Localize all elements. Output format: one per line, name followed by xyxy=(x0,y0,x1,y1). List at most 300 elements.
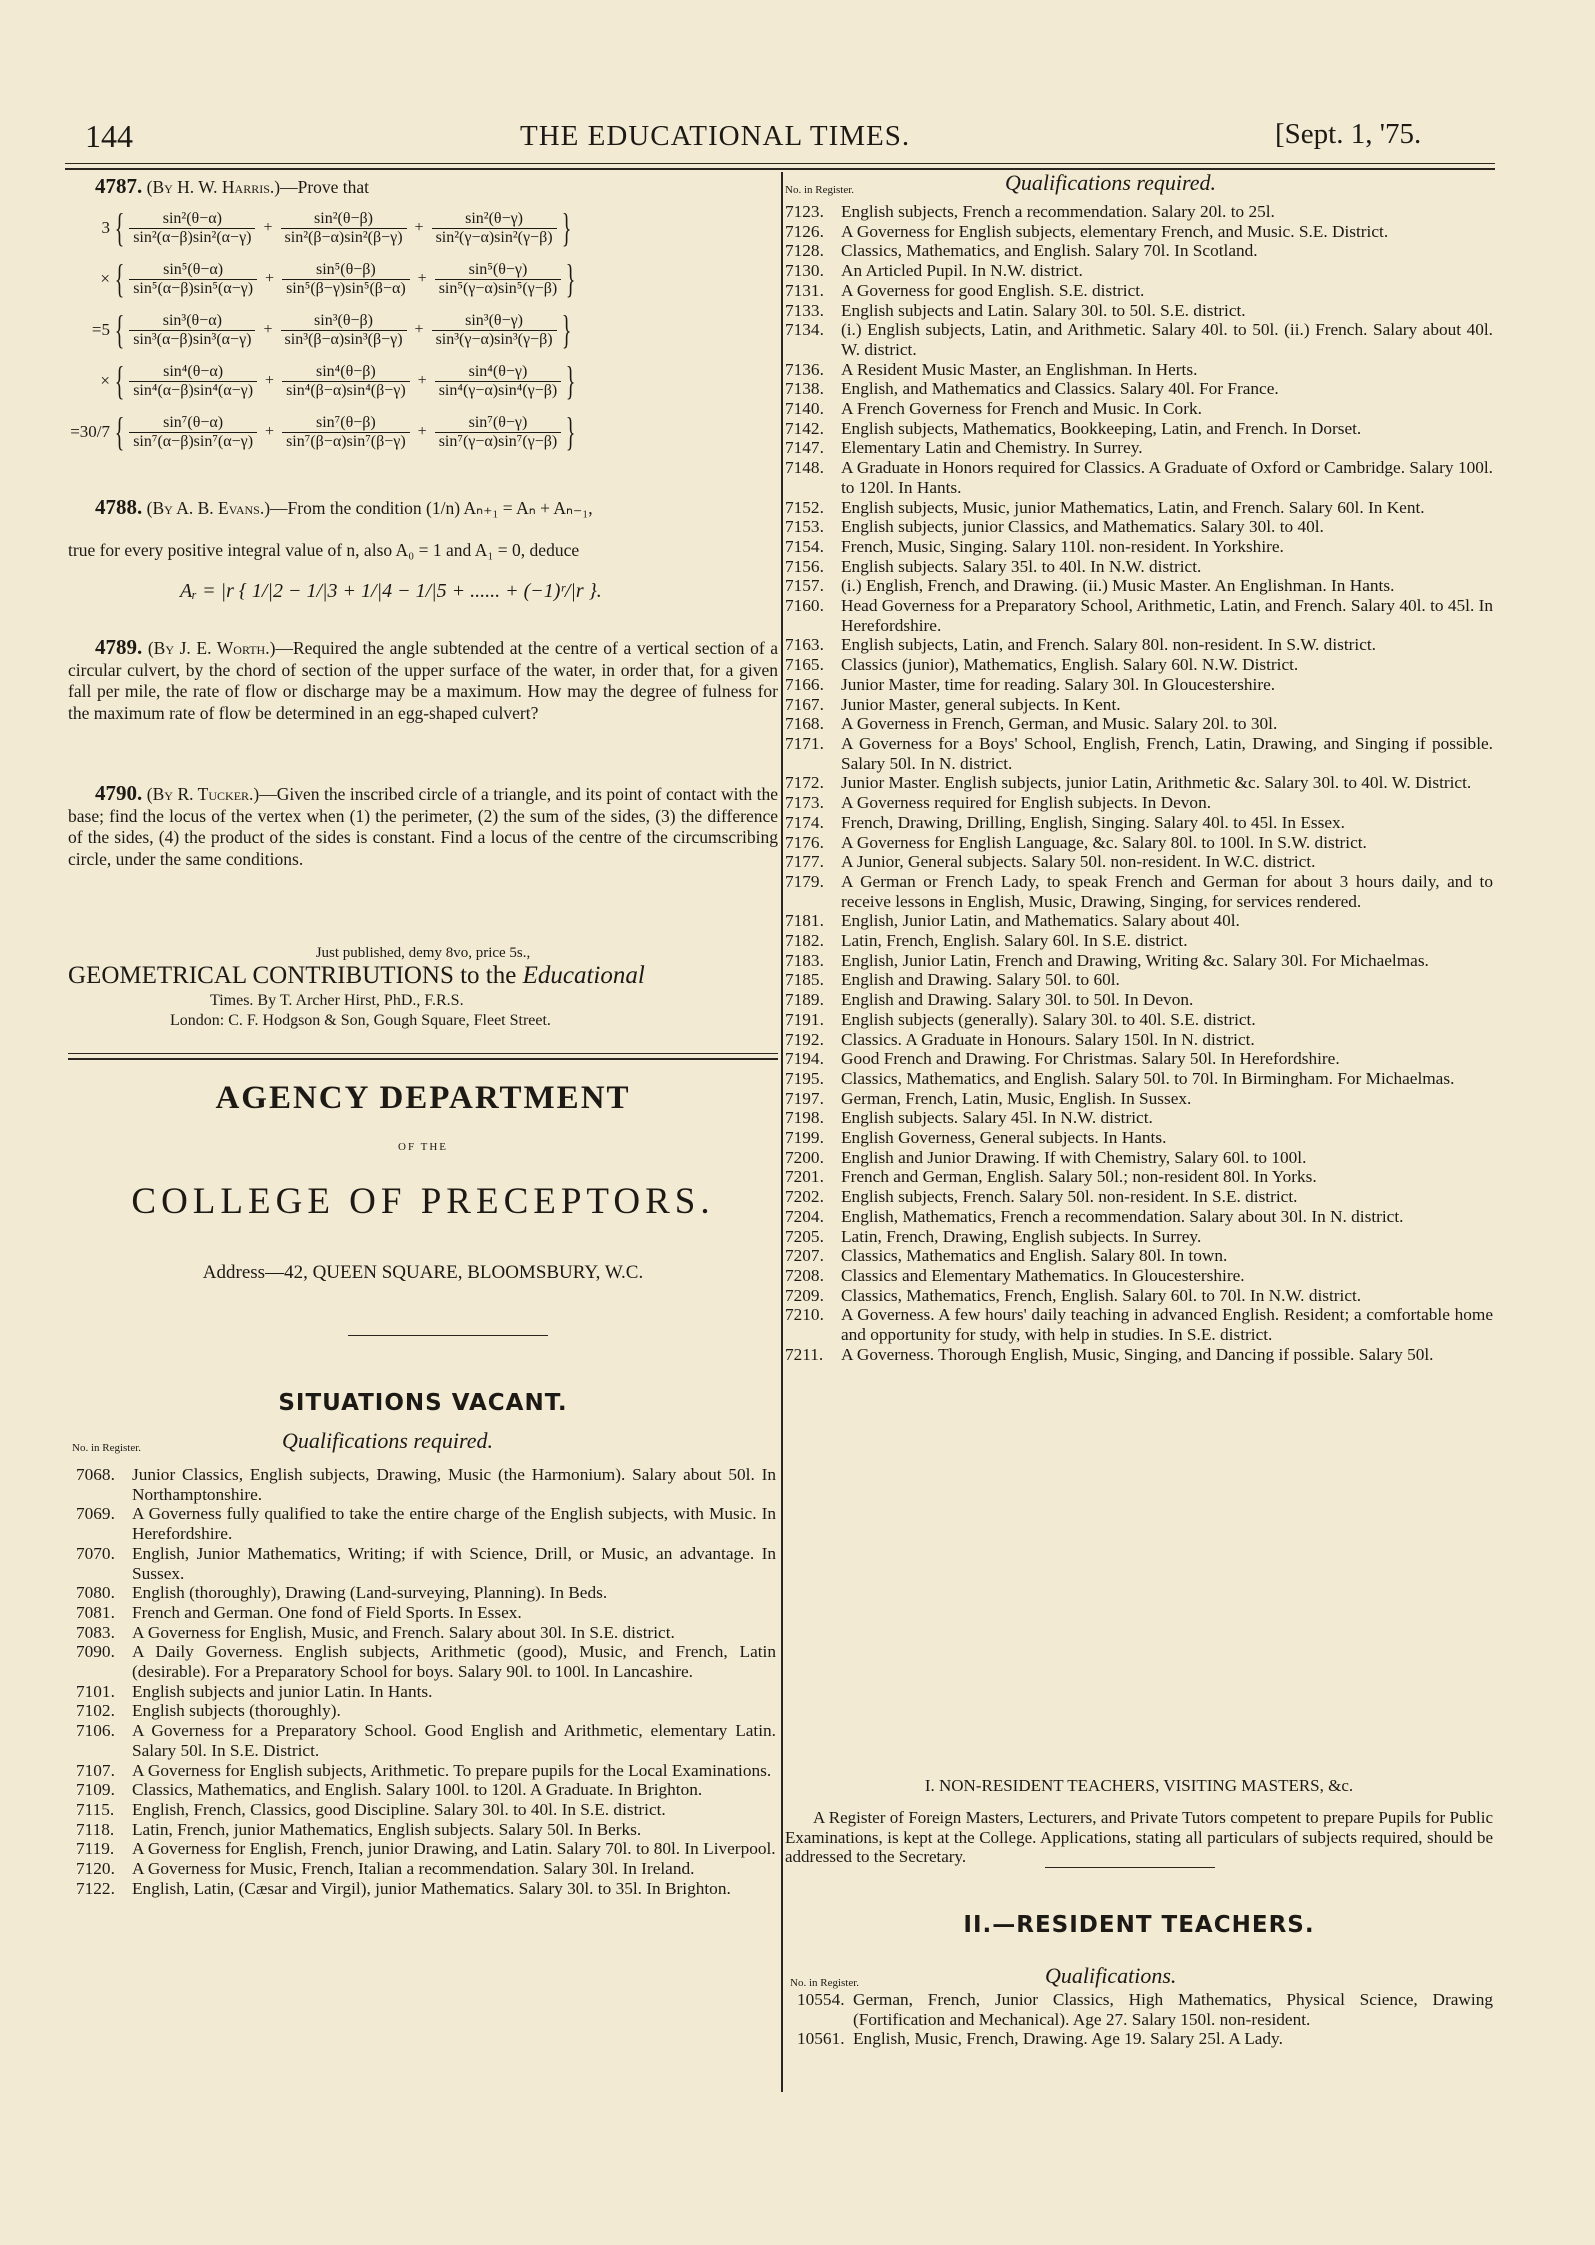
fraction xyxy=(435,363,562,400)
register-number: 7202. xyxy=(785,1187,824,1207)
denominator: sin⁷(α−β)sin⁷(α−γ) xyxy=(129,432,257,451)
register-number: 7197. xyxy=(785,1088,824,1108)
qualification-text: Classics and Elementary Mathematics. In Gloucestershire. xyxy=(841,1265,1245,1285)
list-item xyxy=(785,675,1493,695)
agency-title: AGENCY DEPARTMENT xyxy=(215,1080,631,1116)
formula-prefix: =30/7 xyxy=(70,422,110,441)
denominator: sin²(α−β)sin²(α−γ) xyxy=(129,228,255,247)
qualification-text: Latin, French, Drawing, English subjects. In Surrey. xyxy=(841,1226,1202,1246)
left-brace-icon: { xyxy=(114,256,125,301)
formula-prefix: × xyxy=(100,269,110,288)
list-item xyxy=(76,1682,776,1702)
fraction xyxy=(281,210,407,247)
qualification-text: English, Junior Mathematics, Writing; if with Science, Drill, or Music, an advantage. In Sussex. xyxy=(132,1543,776,1583)
register-number: 7200. xyxy=(785,1147,824,1167)
list-item xyxy=(785,1108,1493,1128)
list-item xyxy=(785,931,1493,951)
list-item xyxy=(785,458,1493,497)
resident-list xyxy=(797,1990,1493,2049)
register-number: 7201. xyxy=(785,1167,824,1187)
right-brace-icon: } xyxy=(566,409,576,454)
qualification-text: A Daily Governess. English subjects, Arithmetic (good), Music, and French, Latin (desirable). For a Preparatory School for boys. Salary 90l. to 100l. In Lancashire. xyxy=(132,1642,776,1682)
qualification-text: Classics, Mathematics, and English. Salary 100l. to 120l. A Graduate. In Brighton. xyxy=(132,1780,703,1800)
qualification-text: English, Music, French, Drawing. Age 19. Salary 25l. A Lady. xyxy=(853,2029,1283,2049)
register-number: 7136. xyxy=(785,359,824,379)
problem-text: —Given the inscribed circle of a triangle, and its point of contact with the base; find the locus of the vertex when (1) the perimeter, (2) the sum of the sides, (3) the difference of the sides, (4) the product of the sides is constant. Find a locus of the centre of the circumscribing circle, under the same conditions. xyxy=(68,784,779,869)
qualification-text: A Junior, General subjects. Salary 50l. non-resident. In W.C. district. xyxy=(841,852,1316,872)
advertisement-line: London: C. F. Hodgson & Son, Gough Square, Fleet Street. xyxy=(170,1012,551,1029)
denominator: sin⁷(β−α)sin⁷(β−γ) xyxy=(282,432,410,451)
fraction xyxy=(435,414,562,451)
denominator: sin⁴(β−α)sin⁴(β−γ) xyxy=(282,381,410,400)
plus-sign: + xyxy=(414,219,424,236)
problem-4789 xyxy=(68,637,778,724)
list-item xyxy=(76,1642,776,1681)
plus-sign: + xyxy=(414,321,424,338)
qualification-text: French and German. One fond of Field Sports. In Essex. xyxy=(132,1602,522,1622)
qualification-text: Good French and Drawing. For Christmas. Salary 50l. In Herefordshire. xyxy=(841,1049,1340,1069)
problem-author: (By H. W. Harris.) xyxy=(146,177,281,197)
list-item xyxy=(785,360,1493,380)
register-number: 7147. xyxy=(785,438,824,458)
qualification-text: A Governess for English subjects, elementary French, and Music. S.E. District. xyxy=(841,221,1389,241)
denominator: sin⁷(γ−α)sin⁷(γ−β) xyxy=(435,432,562,451)
qualifications-header: Qualifications. xyxy=(1045,1963,1177,1988)
register-number: 7207. xyxy=(785,1246,824,1266)
fraction xyxy=(432,312,557,349)
list-item xyxy=(785,635,1493,655)
register-number: 7106. xyxy=(76,1721,115,1741)
numerator: sin⁵(θ−β) xyxy=(316,260,376,278)
qualification-text: A Governess for good English. S.E. district. xyxy=(841,280,1145,300)
register-number: 7167. xyxy=(785,694,824,714)
register-number: 7101. xyxy=(76,1681,115,1701)
register-number: 10561. xyxy=(797,2029,845,2049)
qualification-text: English subjects (thoroughly). xyxy=(132,1701,341,1721)
list-item xyxy=(785,1246,1493,1266)
advertisement-line: Times. By T. Archer Hirst, PhD., F.R.S. xyxy=(210,992,464,1009)
situations-vacant-heading: SITUATIONS VACANT. xyxy=(278,1390,568,1416)
qualification-text: A Governess in French, German, and Music. Salary 20l. to 30l. xyxy=(841,714,1278,734)
publication-title: THE EDUCATIONAL TIMES. xyxy=(520,120,911,152)
fraction xyxy=(435,261,562,298)
plus-sign: + xyxy=(417,423,427,440)
header-rule xyxy=(65,168,1495,170)
list-item xyxy=(76,1623,776,1643)
qualification-text: An Articled Pupil. In N.W. district. xyxy=(841,261,1083,281)
register-number: 7107. xyxy=(76,1760,115,1780)
register-number: 7153. xyxy=(785,517,824,537)
plus-sign: + xyxy=(417,372,427,389)
register-number: 7122. xyxy=(76,1878,115,1898)
qualification-text: A Governess for English Language, &c. Salary 80l. to 100l. In S.W. district. xyxy=(841,832,1367,852)
non-resident-heading: I. NON-RESIDENT TEACHERS, VISITING MASTERS, &c. xyxy=(924,1776,1354,1795)
list-item xyxy=(76,1800,776,1820)
register-number: 7134. xyxy=(785,320,824,340)
qualification-text: Junior Master, general subjects. In Kent. xyxy=(841,694,1121,714)
problem-number: 4789. xyxy=(95,635,143,659)
plus-sign: + xyxy=(263,219,273,236)
qualification-text: Latin, French, English. Salary 60l. In S.E. district. xyxy=(841,931,1188,951)
register-number: 7133. xyxy=(785,300,824,320)
list-item xyxy=(76,1780,776,1800)
qualification-text: English, Junior Latin, French and Drawing, Writing &c. Salary 30l. For Michaelmas. xyxy=(841,950,1429,970)
register-number: 7208. xyxy=(785,1265,824,1285)
page-number: 144 xyxy=(85,118,133,154)
numerator: sin⁴(θ−α) xyxy=(163,362,224,380)
register-number: 7152. xyxy=(785,497,824,517)
advertisement-line: Just published, demy 8vo, price 5s., xyxy=(315,945,531,961)
right-brace-icon: } xyxy=(561,307,571,352)
register-number: 7192. xyxy=(785,1029,824,1049)
numerator: sin⁵(θ−γ) xyxy=(468,260,528,278)
qualification-text: English subjects, junior Classics, and Mathematics. Salary 30l. to 40l. xyxy=(841,517,1324,537)
college-name: COLLEGE OF PRECEPTORS. xyxy=(131,1181,715,1222)
qualification-text: English subjects. Salary 45l. In N.W. district. xyxy=(841,1108,1153,1128)
register-number: 7090. xyxy=(76,1642,115,1662)
list-item xyxy=(76,1465,776,1504)
qualification-text: Junior Master. English subjects, junior Latin, Arithmetic &c. Salary 30l. to 40l. W. District. xyxy=(841,773,1472,793)
denominator: sin³(β−α)sin³(β−γ) xyxy=(281,330,407,349)
list-item xyxy=(785,379,1493,399)
qualification-text: A Governess for English subjects, Arithmetic. To prepare pupils for the Local Examinations. xyxy=(132,1760,772,1780)
qualification-text: French and German, English. Salary 50l.; non-resident 80l. In Yorks. xyxy=(841,1167,1317,1187)
list-item xyxy=(76,1603,776,1623)
column-divider xyxy=(781,172,783,2092)
problem-number: 4787. xyxy=(95,174,143,198)
register-number: 7119. xyxy=(76,1839,115,1859)
qualification-text: Head Governess for a Preparatory School, Arithmetic, Latin, and French. Salary 40l. to 45l. In Herefordshire. xyxy=(841,596,1493,635)
right-brace-icon: } xyxy=(561,205,571,250)
register-number: 7163. xyxy=(785,635,824,655)
list-item xyxy=(76,1761,776,1781)
column-header xyxy=(785,170,1216,196)
qualification-text: German, French, Latin, Music, English. In Sussex. xyxy=(841,1088,1192,1108)
numerator: sin²(θ−γ) xyxy=(465,209,523,227)
numerator: sin³(θ−γ) xyxy=(465,311,523,329)
problem-4790 xyxy=(68,783,778,870)
denominator: sin²(γ−α)sin²(γ−β) xyxy=(432,228,557,247)
list-item xyxy=(785,1187,1493,1207)
register-number: 7181. xyxy=(785,911,824,931)
qualification-text: English and Drawing. Salary 30l. to 50l. In Devon. xyxy=(841,990,1194,1010)
register-header: No. in Register. xyxy=(72,1442,142,1454)
qualification-text: A Governess fully qualified to take the entire charge of the English subjects, with Music. In Herefordshire. xyxy=(132,1504,776,1544)
register-number: 7080. xyxy=(76,1583,115,1603)
list-item xyxy=(785,1305,1493,1344)
ad-title-italic: Educational xyxy=(522,962,645,989)
register-header: No. in Register. xyxy=(785,184,855,196)
list-item xyxy=(785,517,1493,537)
qualifications-header: Qualifications required. xyxy=(1005,170,1217,195)
section-rule xyxy=(68,1058,778,1060)
column-header xyxy=(72,1428,493,1454)
problem-author: (By J. E. Worth.) xyxy=(147,638,276,658)
denominator: sin⁵(γ−α)sin⁵(γ−β) xyxy=(435,279,562,298)
register-number: 7183. xyxy=(785,950,824,970)
list-item xyxy=(785,734,1493,773)
qualification-text: German, French, Junior Classics, High Mathematics, Physical Science, Drawing (Fortification and Mechanical). Age 27. Salary 150l. non-resident. xyxy=(853,1990,1493,2029)
list-item xyxy=(785,596,1493,635)
denominator: sin⁵(β−γ)sin⁵(β−α) xyxy=(282,279,410,298)
section-rule xyxy=(348,1335,548,1336)
list-item xyxy=(785,537,1493,557)
register-number: 7142. xyxy=(785,418,824,438)
formula-prefix: 3 xyxy=(101,218,110,237)
register-number: 7166. xyxy=(785,674,824,694)
qualification-text: A Governess required for English subjects. In Devon. xyxy=(841,793,1212,813)
problem-text: —Prove that xyxy=(280,177,370,197)
register-number: 7081. xyxy=(76,1602,115,1622)
problem-4788 xyxy=(95,497,775,520)
problem-text: true for every positive integral value of n, also A₀ = 1 and A₁ = 0, deduce xyxy=(68,540,580,560)
register-number: 7115. xyxy=(76,1799,115,1819)
qualification-text: English, French, Classics, good Discipline. Salary 30l. to 40l. In S.E. district. xyxy=(132,1799,666,1819)
problem-text: —Required the angle subtended at the centre of a vertical section of a circular culvert, by the chord of section of the upper surface of the water, in order that, for a given fall per mile, the rate of flow or discharge may be a maximum. How may the degree of fulness for the maximum rate of flow be determined in an egg-shaped culvert? xyxy=(68,638,779,723)
list-item xyxy=(785,438,1493,458)
list-item xyxy=(76,1544,776,1583)
section-rule xyxy=(1045,1867,1215,1868)
register-number: 7198. xyxy=(785,1108,824,1128)
register-number: 7068. xyxy=(76,1465,115,1484)
list-item xyxy=(785,695,1493,715)
register-number: 7131. xyxy=(785,280,824,300)
formula-row xyxy=(68,256,778,301)
register-number: 7205. xyxy=(785,1226,824,1246)
problem-author: (By A. B. Evans.) xyxy=(146,498,271,518)
formula-4788: Aᵣ = |r { 1/|2 − 1/|3 + 1/|4 − 1/|5 + ...... + (−1)ʳ/|r }. xyxy=(180,580,602,602)
qualification-text: English, Latin, (Cæsar and Virgil), junior Mathematics. Salary 30l. to 35l. In Brighton. xyxy=(132,1878,731,1898)
qualification-text: A Resident Music Master, an Englishman. In Herts. xyxy=(841,359,1198,379)
fraction xyxy=(282,363,410,400)
header-rule xyxy=(65,163,1495,164)
qualification-text: English, and Mathematics and Classics. Salary 40l. For France. xyxy=(841,379,1279,399)
qualification-text: Classics, Mathematics, and English. Salary 50l. to 70l. In Birmingham. For Michaelmas. xyxy=(841,1068,1455,1088)
advertisement-title xyxy=(68,962,778,990)
qualification-text: A Governess. A few hours' daily teaching in advanced English. Resident; a comfortable home and opportunity for study, with help in studies. In S.E. district. xyxy=(841,1305,1493,1345)
problem-author: (By R. Tucker.) xyxy=(146,784,260,804)
qualification-text: English and Drawing. Salary 50l. to 60l. xyxy=(841,970,1120,990)
qualification-text: A German or French Lady, to speak French and German for about 3 hours daily, and to receive lessons in English, Music, Drawing, Singing, for services rendered. xyxy=(841,871,1493,911)
fraction xyxy=(129,414,257,451)
list-item xyxy=(785,320,1493,359)
register-number: 7069. xyxy=(76,1504,115,1524)
formula-row xyxy=(68,307,778,352)
register-number: 10554. xyxy=(797,1990,845,2009)
list-item xyxy=(785,1286,1493,1306)
resident-teachers-heading: II.—RESIDENT TEACHERS. xyxy=(963,1912,1315,1938)
qualification-text: Junior Master, time for reading. Salary 30l. In Gloucestershire. xyxy=(841,674,1276,694)
denominator: sin³(γ−α)sin³(γ−β) xyxy=(432,330,557,349)
list-item xyxy=(785,1089,1493,1109)
register-number: 7123. xyxy=(785,202,824,221)
list-item xyxy=(785,714,1493,734)
list-item xyxy=(785,202,1493,222)
qualification-text: Elementary Latin and Chemistry. In Surrey. xyxy=(841,438,1143,458)
qualification-text: English Governess, General subjects. In Hants. xyxy=(841,1128,1167,1148)
plus-sign: + xyxy=(265,423,275,440)
plus-sign: + xyxy=(265,372,275,389)
qualification-text: A Governess for a Boys' School, English, French, Latin, Drawing, and Singing if possible. Salary 50l. In N. district. xyxy=(841,733,1493,773)
list-item xyxy=(785,773,1493,793)
denominator: sin²(β−α)sin²(β−γ) xyxy=(281,228,407,247)
register-number: 7176. xyxy=(785,832,824,852)
list-item xyxy=(785,419,1493,439)
list-item xyxy=(785,951,1493,971)
list-item xyxy=(785,852,1493,872)
register-number: 7157. xyxy=(785,576,824,596)
register-number: 7109. xyxy=(76,1780,115,1800)
register-number: 7174. xyxy=(785,812,824,832)
list-item xyxy=(785,990,1493,1010)
column-header xyxy=(790,1963,1176,1989)
right-brace-icon: } xyxy=(566,256,576,301)
numerator: sin²(θ−β) xyxy=(314,209,373,227)
list-item xyxy=(785,833,1493,853)
numerator: sin³(θ−β) xyxy=(314,311,373,329)
register-number: 7195. xyxy=(785,1068,824,1088)
register-number: 7156. xyxy=(785,556,824,576)
register-number: 7160. xyxy=(785,596,824,616)
vacancy-list-left xyxy=(76,1465,776,1898)
problem-4787 xyxy=(95,176,775,199)
formula-prefix: × xyxy=(100,371,110,390)
register-number: 7191. xyxy=(785,1009,824,1029)
denominator: sin⁵(α−β)sin⁵(α−γ) xyxy=(129,279,257,298)
qualification-text: English subjects. Salary 35l. to 40l. In N.W. district. xyxy=(841,556,1202,576)
fraction xyxy=(432,210,557,247)
left-brace-icon: { xyxy=(114,358,125,403)
list-item xyxy=(76,1820,776,1840)
denominator: sin⁴(γ−α)sin⁴(γ−β) xyxy=(435,381,562,400)
list-item xyxy=(785,399,1493,419)
qualifications-header: Qualifications required. xyxy=(282,1428,494,1453)
fraction xyxy=(282,261,410,298)
non-resident-text: A Register of Foreign Masters, Lecturers, and Private Tutors competent to prepare Pupils for Public Examinations, is kept at the College. Applications, stating all particulars of subjects required, should be addressed to the Secretary. xyxy=(785,1808,1493,1866)
plus-sign: + xyxy=(263,321,273,338)
list-item xyxy=(785,1069,1493,1089)
list-item xyxy=(785,241,1493,261)
qualification-text: English subjects, French. Salary 50l. non-resident. In S.E. district. xyxy=(841,1187,1298,1207)
register-number: 7173. xyxy=(785,793,824,813)
list-item xyxy=(785,222,1493,242)
list-item xyxy=(785,970,1493,990)
list-item xyxy=(76,1721,776,1760)
formula-row xyxy=(68,409,778,454)
qualification-text: English and Junior Drawing. If with Chemistry, Salary 60l. to 100l. xyxy=(841,1147,1307,1167)
numerator: sin³(θ−α) xyxy=(162,311,222,329)
register-number: 7204. xyxy=(785,1206,824,1226)
list-item xyxy=(785,301,1493,321)
vacancy-list-right xyxy=(785,202,1493,1364)
register-number: 7140. xyxy=(785,399,824,419)
register-number: 7126. xyxy=(785,221,824,241)
list-item xyxy=(785,1345,1493,1365)
list-item xyxy=(785,576,1493,596)
register-number: 7209. xyxy=(785,1285,824,1305)
qualification-text: A Governess for English, French, junior Drawing, and Latin. Salary 70l. to 80l. In Liverpool. xyxy=(132,1839,776,1859)
qualification-text: English subjects, Mathematics, Bookkeeping, Latin, and French. In Dorset. xyxy=(841,418,1362,438)
register-number: 7128. xyxy=(785,241,824,261)
list-item xyxy=(76,1859,776,1879)
qualification-text: Classics (junior), Mathematics, English. Salary 60l. N.W. District. xyxy=(841,655,1299,675)
list-item xyxy=(785,911,1493,931)
qualification-text: (i.) English, French, and Drawing. (ii.) Music Master. An Englishman. In Hants. xyxy=(841,576,1395,596)
register-number: 7154. xyxy=(785,536,824,556)
register-number: 7083. xyxy=(76,1622,115,1642)
register-number: 7165. xyxy=(785,655,824,675)
agency-address: Address—42, QUEEN SQUARE, BLOOMSBURY, W.C. xyxy=(202,1262,644,1283)
list-item xyxy=(785,557,1493,577)
list-item xyxy=(785,813,1493,833)
issue-date: [Sept. 1, '75. xyxy=(1275,118,1422,150)
problem-number: 4788. xyxy=(95,495,143,519)
fraction xyxy=(281,312,407,349)
qualification-text: Classics, Mathematics, French, English. Salary 60l. to 70l. In N.W. district. xyxy=(841,1285,1362,1305)
register-number: 7172. xyxy=(785,773,824,793)
register-number: 7138. xyxy=(785,379,824,399)
list-item xyxy=(76,1504,776,1543)
right-brace-icon: } xyxy=(566,358,576,403)
fraction xyxy=(129,210,255,247)
list-item xyxy=(797,1990,1493,2029)
register-number: 7185. xyxy=(785,970,824,990)
qualification-text: Classics, Mathematics, and English. Salary 70l. In Scotland. xyxy=(841,241,1258,261)
qualification-text: A French Governess for French and Music. In Cork. xyxy=(841,399,1202,419)
qualification-text: A Governess. Thorough English, Music, Singing, and Dancing if possible. Salary 50l. xyxy=(841,1344,1434,1364)
list-item xyxy=(785,498,1493,518)
register-number: 7171. xyxy=(785,733,824,753)
plus-sign: + xyxy=(265,270,275,287)
qualification-text: English, Junior Latin, and Mathematics. Salary about 40l. xyxy=(841,911,1240,931)
register-number: 7189. xyxy=(785,990,824,1010)
list-item xyxy=(785,1030,1493,1050)
register-number: 7168. xyxy=(785,714,824,734)
qualification-text: Junior Classics, English subjects, Drawing, Music (the Harmonium). Salary about 50l. In Northamptonshire. xyxy=(132,1465,776,1504)
list-item xyxy=(785,1266,1493,1286)
list-item xyxy=(785,872,1493,911)
formula-row xyxy=(68,358,778,403)
list-item xyxy=(785,1167,1493,1187)
plus-sign: + xyxy=(417,270,427,287)
qualification-text: A Graduate in Honors required for Classics. A Graduate of Oxford or Cambridge. Salary 100l. to 120l. In Hants. xyxy=(841,458,1493,497)
list-item xyxy=(785,1049,1493,1069)
qualification-text: Latin, French, junior Mathematics, English subjects. Salary 50l. In Berks. xyxy=(132,1819,642,1839)
numerator: sin⁴(θ−β) xyxy=(316,362,376,380)
register-number: 7182. xyxy=(785,931,824,951)
register-number: 7199. xyxy=(785,1128,824,1148)
register-number: 7210. xyxy=(785,1305,824,1325)
numerator: sin⁷(θ−β) xyxy=(316,413,376,431)
list-item xyxy=(76,1839,776,1859)
qualification-text: A Governess for English, Music, and French. Salary about 30l. In S.E. district. xyxy=(132,1622,675,1642)
formula-row xyxy=(68,205,778,250)
qualification-text: A Governess for a Preparatory School. Good English and Arithmetic, elementary Latin. Salary 50l. In S.E. District. xyxy=(132,1721,776,1760)
left-brace-icon: { xyxy=(114,307,125,352)
numerator: sin²(θ−α) xyxy=(162,209,222,227)
numerator: sin⁷(θ−α) xyxy=(163,413,224,431)
fraction xyxy=(129,261,257,298)
list-item xyxy=(76,1583,776,1603)
list-item xyxy=(785,1010,1493,1030)
list-item xyxy=(785,1148,1493,1168)
register-number: 7211. xyxy=(785,1344,824,1364)
list-item xyxy=(785,281,1493,301)
numerator: sin⁵(θ−α) xyxy=(163,260,224,278)
ad-title-text: GEOMETRICAL CONTRIBUTIONS to the xyxy=(68,962,517,989)
list-item xyxy=(76,1701,776,1721)
qualification-text: English subjects, Music, junior Mathematics, Latin, and French. Salary 60l. In Kent. xyxy=(841,497,1425,517)
